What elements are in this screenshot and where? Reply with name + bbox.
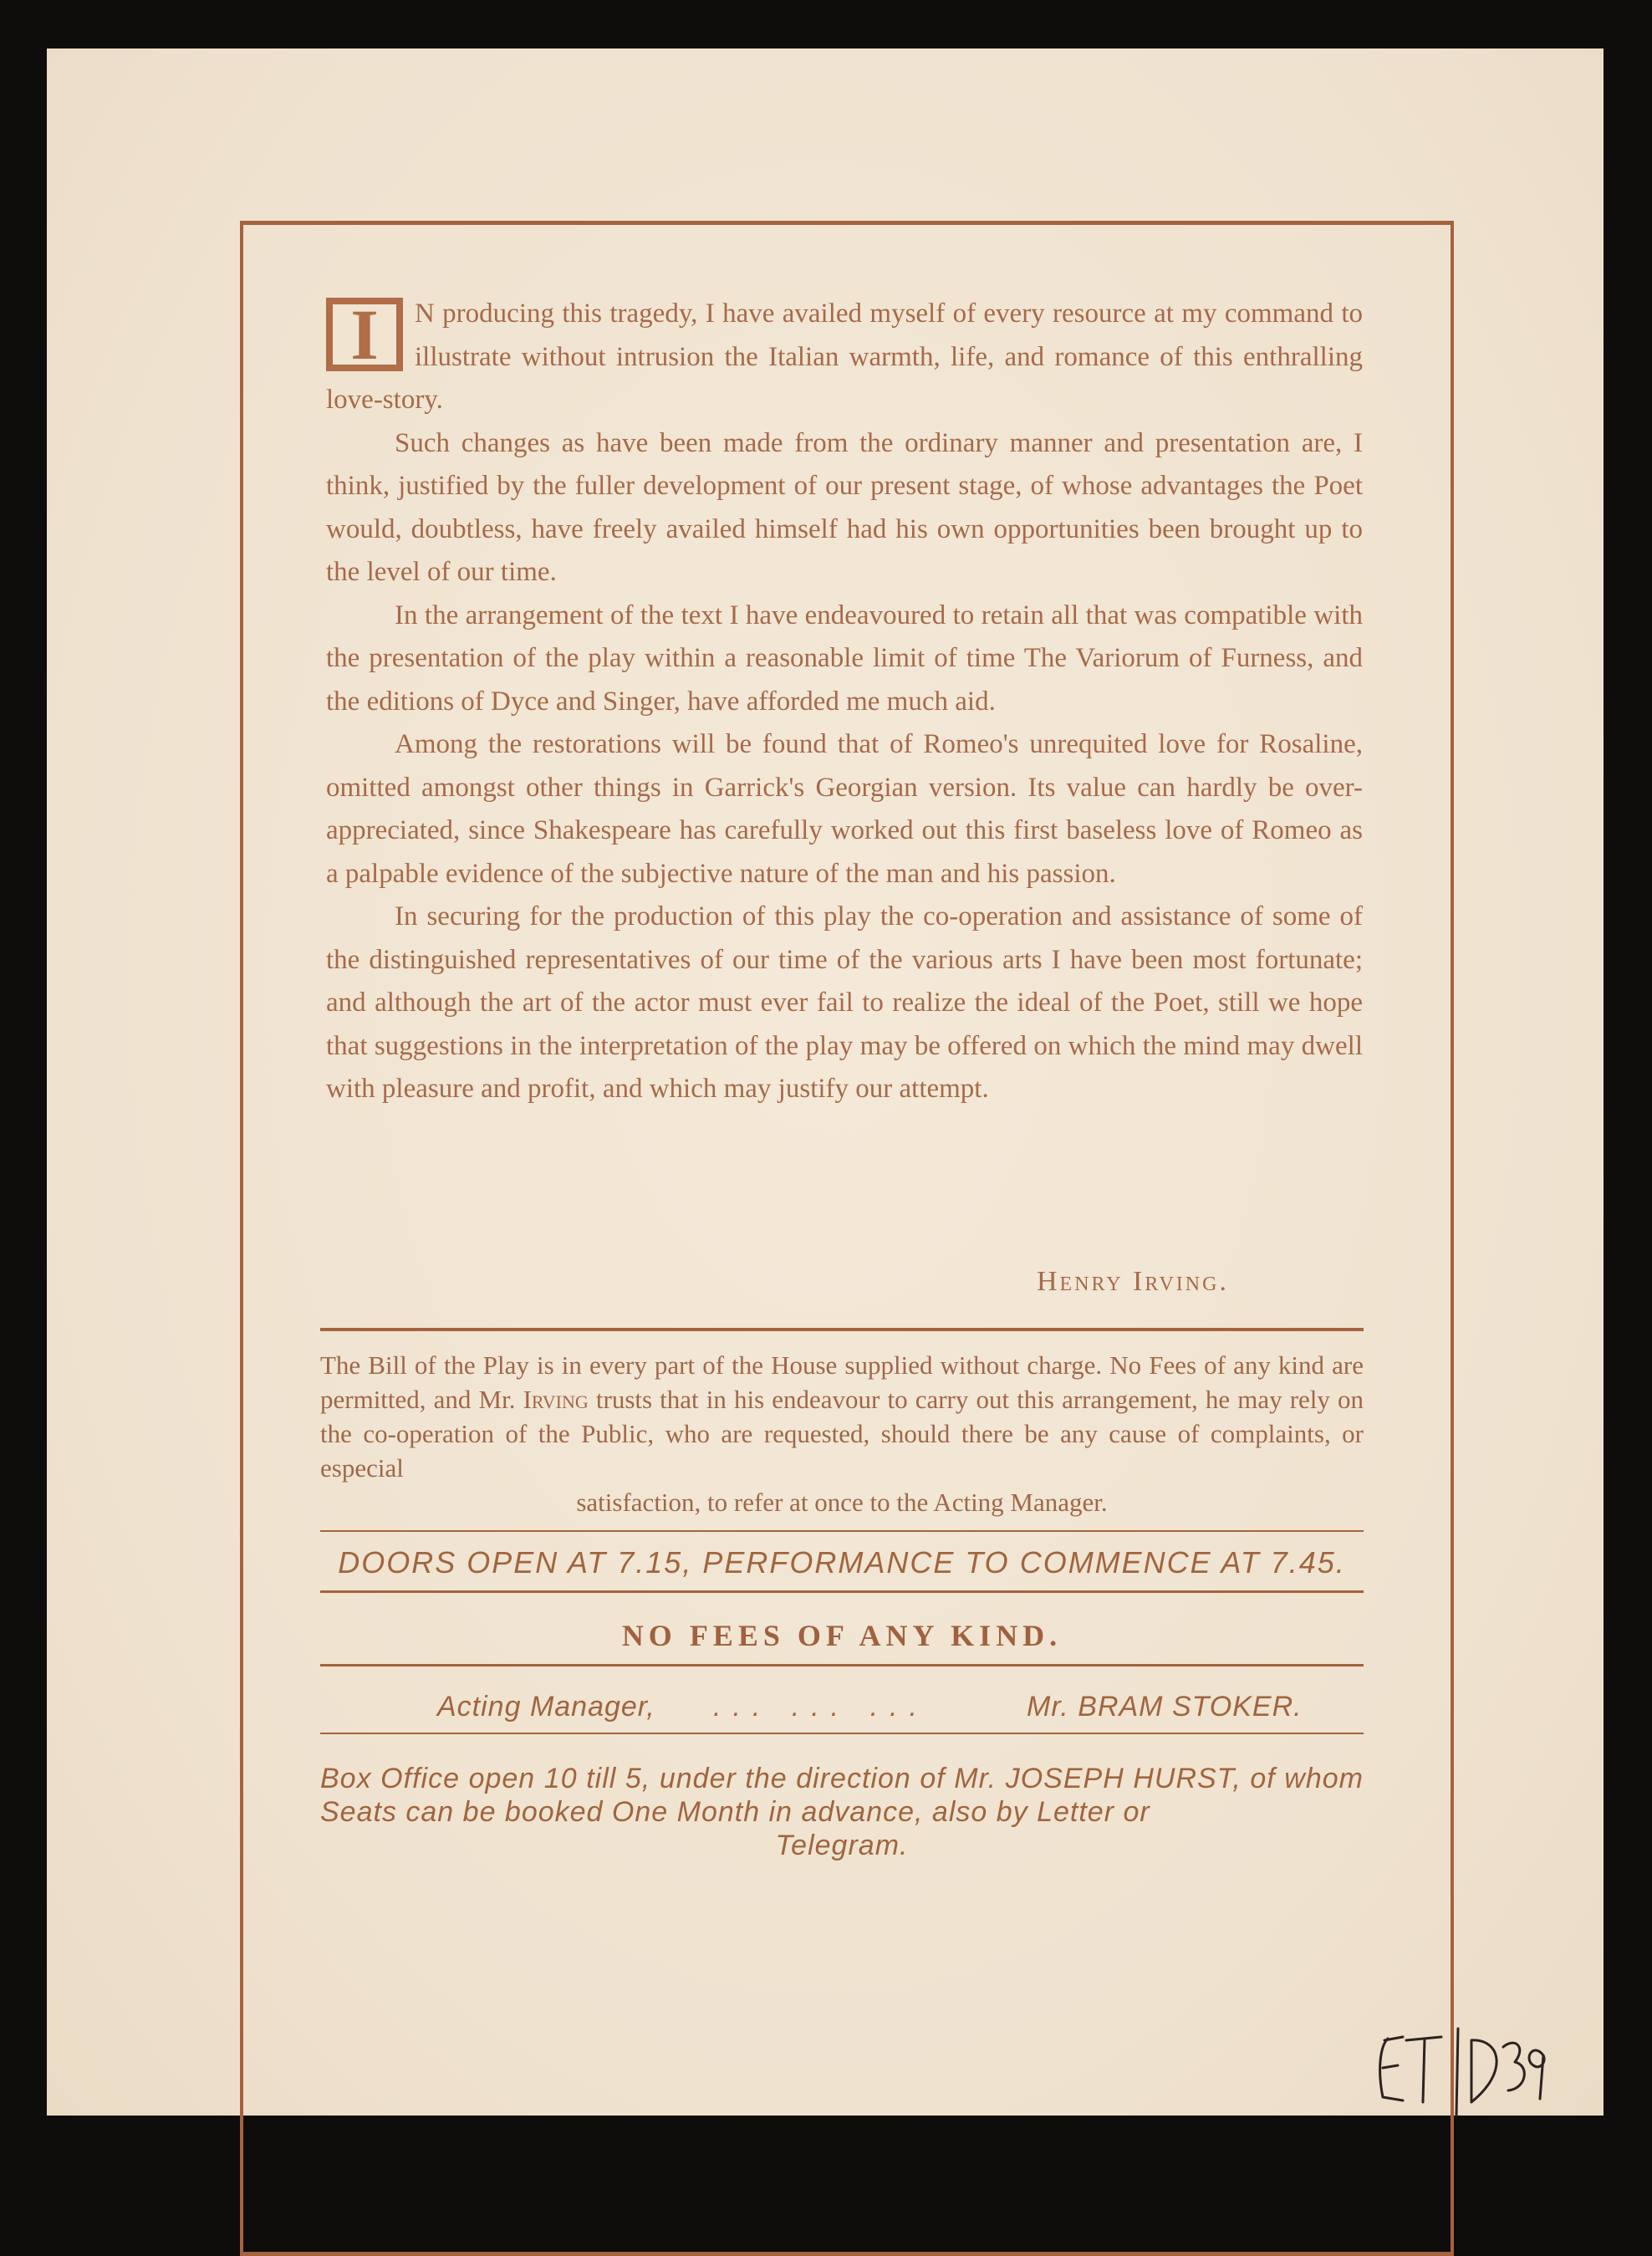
- paragraph-1: [326, 293, 1363, 422]
- dropcap-letter: I: [350, 294, 379, 375]
- frame-top: [240, 221, 1453, 225]
- paragraph-3: In the arrangement of the text I have endeavoured to retain all that was compatible with the presentation of the play within a reasonable limit of time The Variorum of Furness, and the editions of Dyce and Singer, have afforded me much aid.: [326, 600, 1363, 717]
- box-office-text: Box Office open 10 till 5, under the direction of Mr. JOSEPH HURST, of whom Seats can be booked One Month in advance, also by Letter or: [320, 1763, 1364, 1828]
- box-office-notice: [320, 1762, 1364, 1862]
- bill-text-a: The Bill of the Play is in every part of the House supplied without charge. No Fees of any kind are permitted, and Mr.: [320, 1350, 1364, 1414]
- director-note: [326, 293, 1363, 1111]
- acting-manager-leader-dots: ... ... ...: [713, 1691, 929, 1723]
- bill-text-last: satisfaction, to refer at once to the Acting Manager.: [576, 1488, 1108, 1517]
- separator-rule-1: [320, 1328, 1364, 1331]
- separator-rule-5: [320, 1733, 1364, 1734]
- box-office-text-last: Telegram.: [775, 1830, 909, 1861]
- separator-rule-3: [320, 1590, 1364, 1593]
- paragraph-4: Among the restorations will be found that of Romeo's unrequited love for Rosaline, omitted amongst other things in Garrick's Georgian version. Its value can hardly be over-appreciated, since Shakespeare has carefully worked out this first baseless love of Romeo as a palpable evidence of the subjective nature of the man and his passion.: [326, 729, 1363, 889]
- handwritten-catalog-mark: [1354, 2022, 1563, 2122]
- bill-text-b: trusts that in his endeavour to carry out this arrangement, he may rely on the co-operation of the Public, who are requested, should there be any cause of complaints, or especial: [320, 1385, 1364, 1483]
- bill-irving-name: Irving: [523, 1385, 589, 1414]
- separator-rule-2: [320, 1530, 1364, 1532]
- signature-henry-irving: Henry Irving.: [1037, 1266, 1229, 1297]
- acting-manager-role: Acting Manager,: [437, 1691, 655, 1723]
- dropcap-ornament: [326, 294, 403, 375]
- frame-bottom: [240, 2252, 1454, 2256]
- frame-right: [1451, 221, 1454, 2255]
- separator-rule-4: [320, 1664, 1364, 1666]
- paragraph-2: Such changes as have been made from the ordinary manner and presentation are, I think, justified by the fuller development of our present stage, of whose advantages the Poet would, doubtless, have freely availed himself had his own opportunities been brought up to the level of our time.: [326, 427, 1363, 587]
- doors-notice: DOORS OPEN AT 7.15, PERFORMANCE TO COMMENCE AT 7.45.: [338, 1545, 1346, 1580]
- bill-notice: [320, 1348, 1364, 1519]
- paragraph-1-text: N producing this tragedy, I have availed myself of every resource at my command to illustrate without intrusion the Italian warmth, life, and romance of this enthralling love-story.: [326, 299, 1363, 415]
- acting-manager-name: Mr. BRAM STOKER.: [1027, 1691, 1303, 1723]
- no-fees-notice: NO FEES OF ANY KIND.: [621, 1619, 1063, 1652]
- paragraph-5: In securing for the production of this play the co-operation and assistance of some of the distinguished representatives of our time of the various arts I have been most fortunate; and although the art of the actor must ever fail to realize the ideal of the Poet, still we hope that suggestions in the interpretation of the play may be offered on which the mind may dwell with pleasure and profit, and which may justify our attempt.: [326, 901, 1363, 1104]
- frame-left: [240, 221, 243, 2255]
